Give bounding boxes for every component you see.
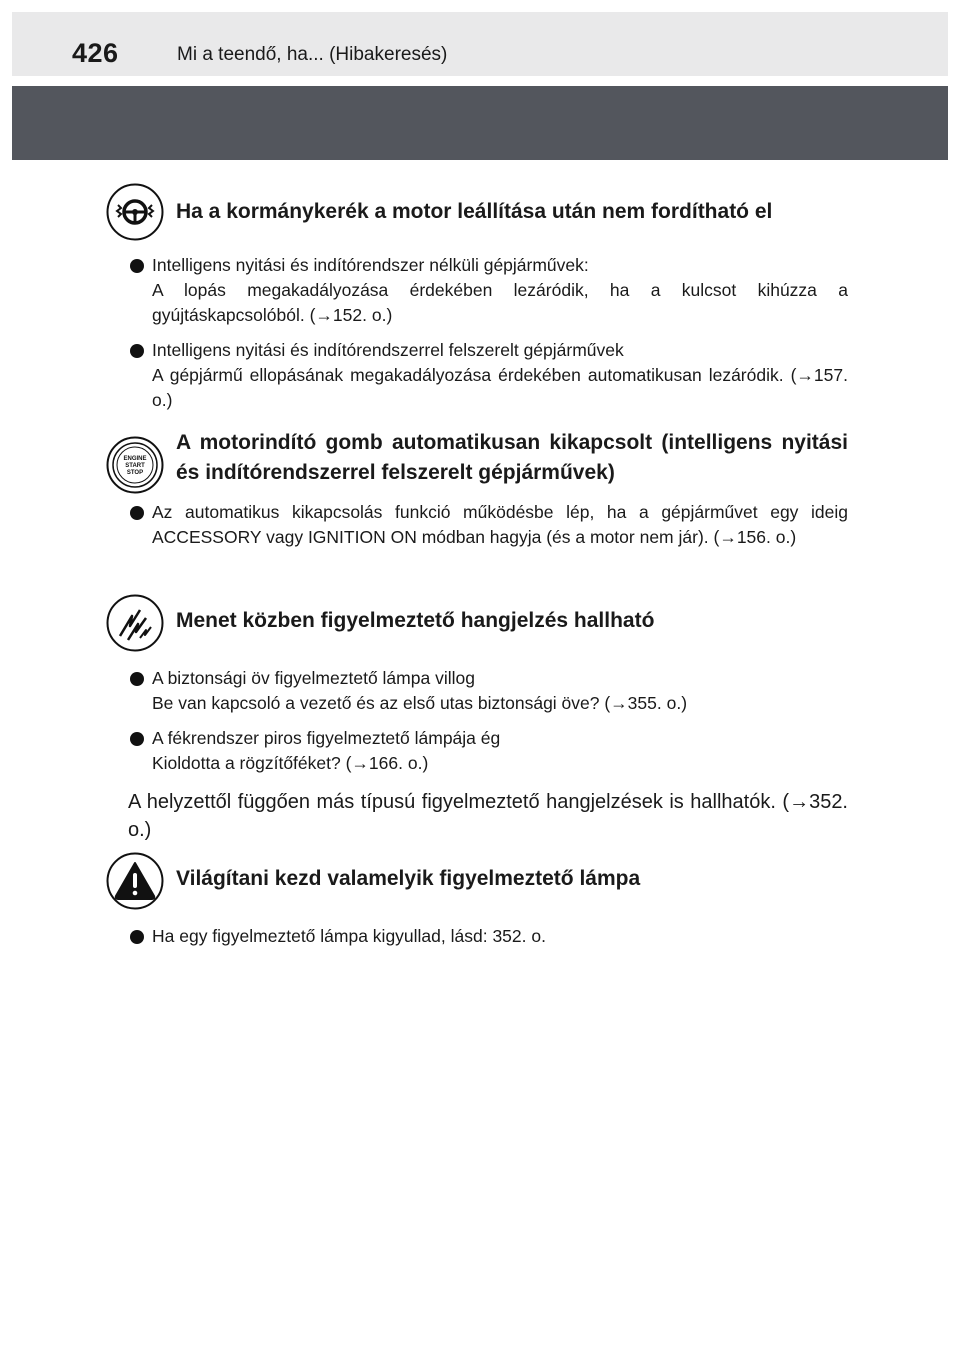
svg-text:STOP: STOP — [126, 470, 144, 476]
page-number: 426 — [72, 38, 119, 68]
list-item: Intelligens nyitási és indítórendszerrel felszerelt gépjárművek A gépjármű ellopásának megakadályozása érdekében automatikusan lezáródik. (→157. o.) — [106, 338, 848, 413]
chapter-banner — [12, 86, 948, 160]
bullet-dot — [130, 259, 144, 273]
bullet-dot — [130, 506, 144, 520]
list-item: Ha egy figyelmeztető lámpa kigyullad, lásd: 352. o. — [106, 924, 848, 949]
section-engine-switch — [106, 428, 848, 550]
page-header — [12, 12, 948, 76]
section-title: A motorindító gomb automatikusan kikapcsolt (intelligens nyitási és indítórendszerrel felszerelt gépjárművek) — [176, 431, 848, 484]
steering-wheel-lock-icon — [106, 183, 164, 241]
chapter-title: Mi a teendő, ha... (Hibakeresés) — [177, 44, 448, 65]
list-item: Az automatikus kikapcsolás funkció működésbe lép, ha a gépjárművet egy ideig ACCESSORY vagy IGNITION ON módban hagyja (és a motor nem jár). (→156. o.) — [106, 500, 848, 550]
bullet-dot — [130, 732, 144, 746]
svg-text:START: START — [125, 463, 145, 469]
bullet-dot — [130, 672, 144, 686]
section-title: Ha a kormánykerék a motor leállítása után nem fordítható el — [176, 200, 773, 223]
note-paragraph: A helyzettől függően más típusú figyelmeztető hangjelzések is hallhatók. (→352. o.) — [128, 791, 848, 841]
section-steering-wheel — [106, 183, 848, 413]
bullet-dot — [130, 344, 144, 358]
svg-text:ENGINE: ENGINE — [123, 456, 147, 462]
engine-start-stop-icon — [106, 436, 164, 494]
section-title: Menet közben figyelmeztető hangjelzés hallható — [176, 609, 655, 632]
list-item: A fékrendszer piros figyelmeztető lámpája ég Kioldotta a rögzítőféket? (→166. o.) — [106, 726, 848, 776]
list-item: Intelligens nyitási és indítórendszer nélküli gépjárművek: A lopás megakadályozása érdekében lezáródik, ha a kulcsot kihúzza a gyújtáskapcsolóból. (→152. o.) — [106, 253, 848, 328]
warning-buzzer-icon — [106, 594, 164, 652]
bullet-dot — [130, 930, 144, 944]
section-warning-light — [106, 852, 848, 949]
section-title: Világítani kezd valamelyik figyelmeztető lámpa — [176, 867, 641, 890]
list-item: A biztonsági öv figyelmeztető lámpa villog Be van kapcsoló a vezető és az első utas biztonsági öve? (→355. o.) — [106, 666, 848, 716]
warning-triangle-icon — [106, 852, 164, 910]
section-warning-buzzer — [106, 594, 848, 844]
